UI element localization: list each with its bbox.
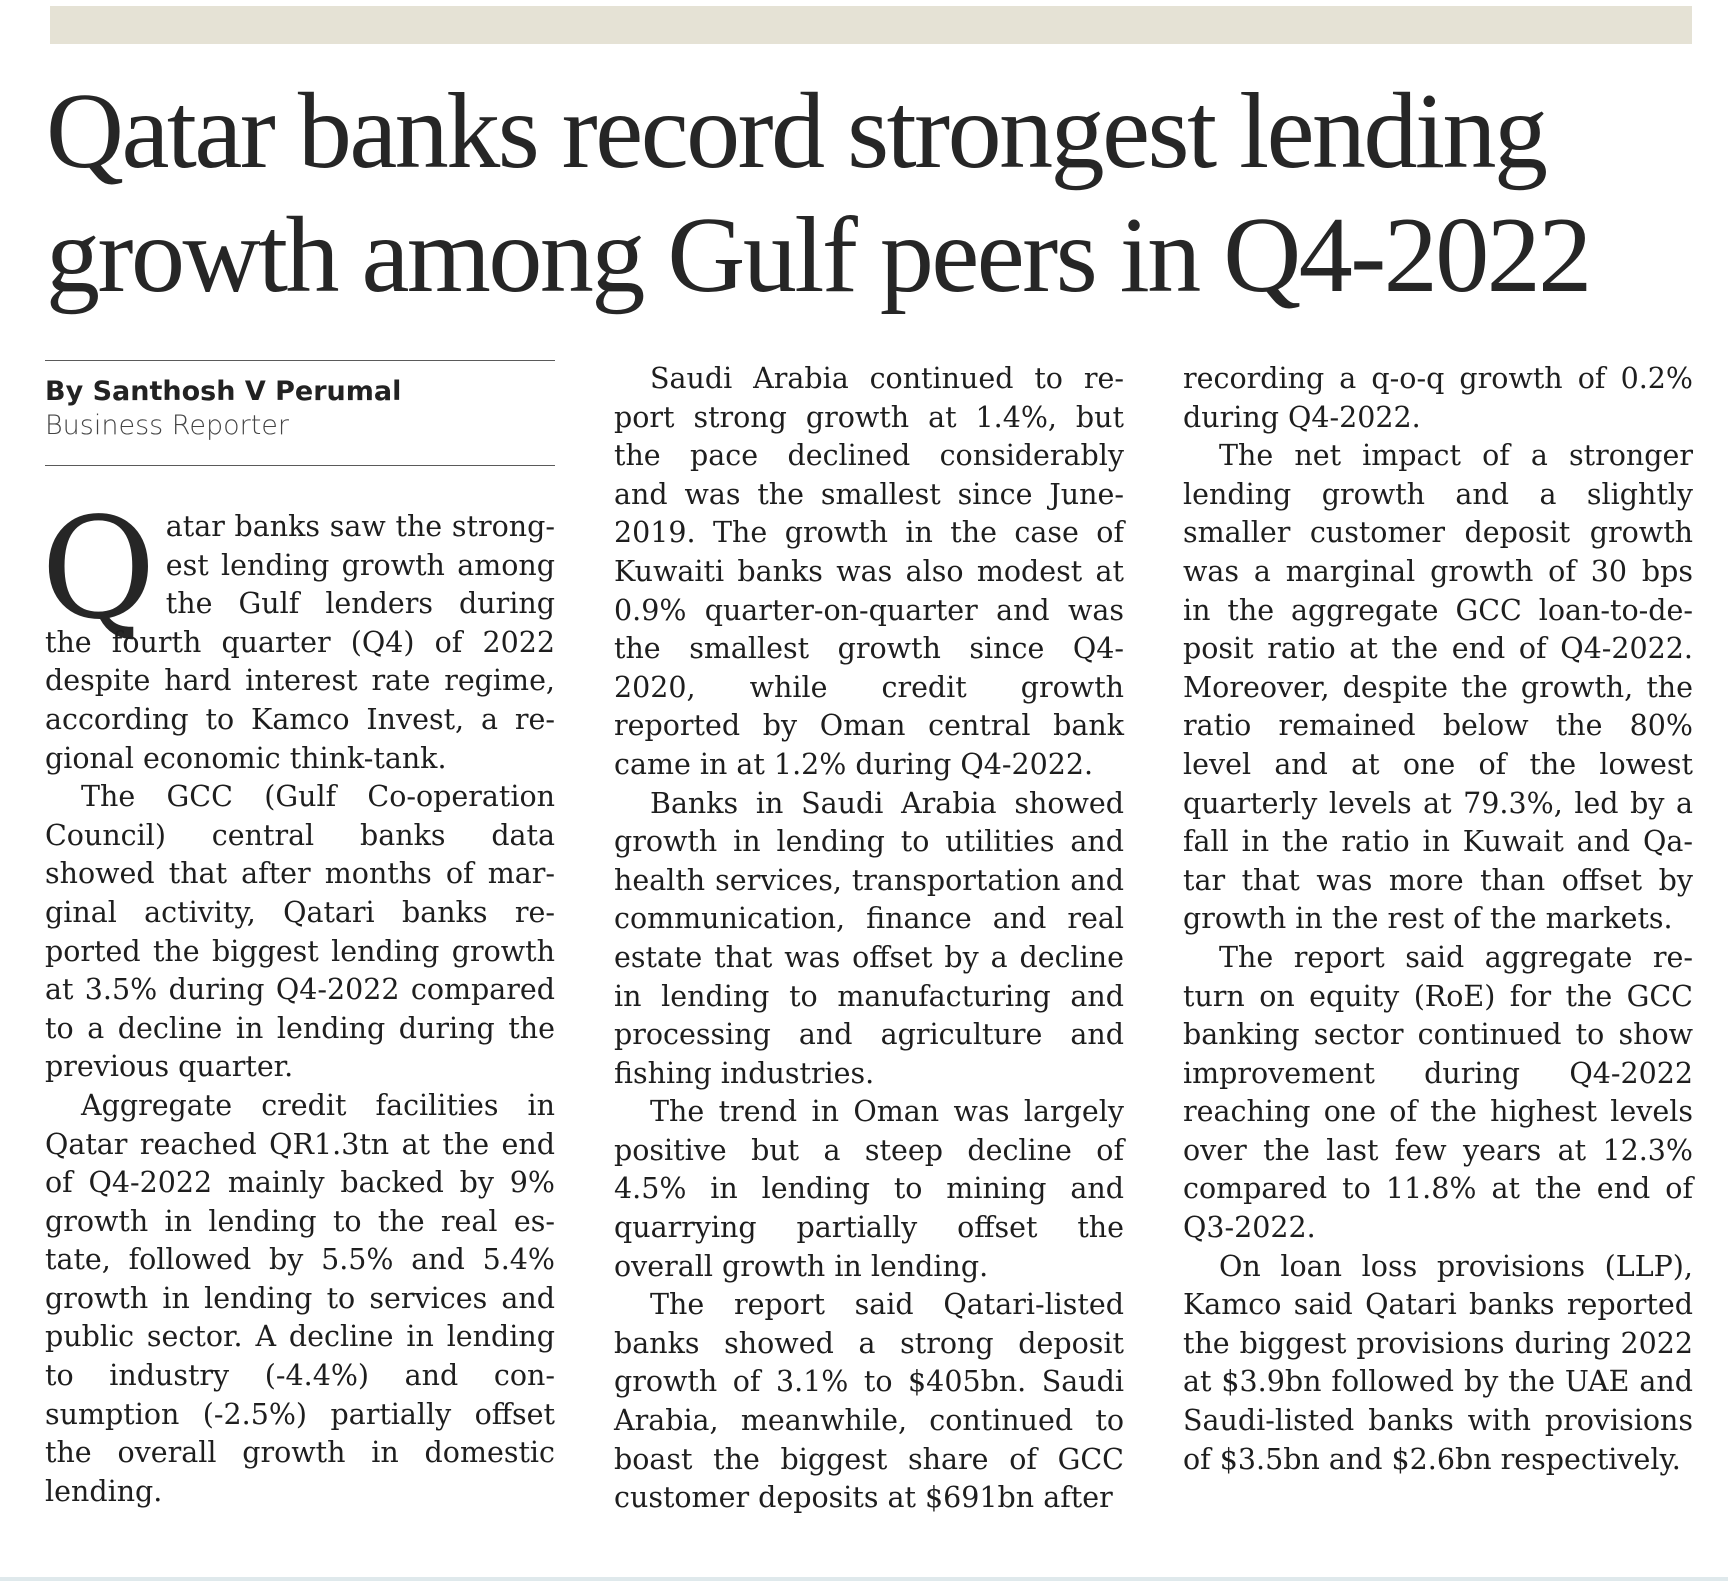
article-paragraph: The GCC (Gulf Co-operation Council) central banks data showed that after months of marginal activity, Qatari banks reported the biggest lending growth at 3.5% during Q4-2022 compared to a decline in lending during the previous quarter. <box>45 780 555 1084</box>
headline-line-2: growth among Gulf peers in Q4-2022 <box>46 196 1590 315</box>
headline-line-1: Qatar banks record strongest lending <box>46 72 1546 191</box>
page-header-band <box>50 6 1692 44</box>
paragraph-text: atar banks saw the strongest lending growth among the Gulf lenders during the fourth quarter (Q4) of 2022 despite hard interest rate regime, according to Kamco Invest, a regional economic think-tank. <box>45 510 555 775</box>
article-column-2 <box>614 360 1124 1518</box>
article-column-1 <box>41 360 555 1511</box>
byline <box>45 360 555 466</box>
article-paragraph: The report said aggregate return on equity (RoE) for the GCC banking sector continued to show improvement during Q4-2022 reaching one of the highest levels over the last few years at 12.3% compared to 11.8% at the end of Q3-2022. <box>1183 940 1693 1245</box>
page-bottom-rule <box>0 1577 1728 1581</box>
article-column-3 <box>1183 360 1693 1479</box>
byline-name: By Santhosh V Perumal <box>45 376 402 407</box>
headline <box>46 70 1706 318</box>
drop-cap: Q <box>41 488 156 651</box>
article-paragraph: Banks in Saudi Arabia showed growth in lending to utilities and health services, transportation and communication, finance and real estate that was offset by a decline in lending to manufacturing and processing and agriculture and fishing industries. <box>614 786 1124 1090</box>
article-paragraph: Aggregate credit facilities in Qatar reached QR1.3tn at the end of Q4-2022 mainly backed by 9% growth in lending to the real estate, followed by 5.5% and 5.4% growth in lending to services and public sector. A decline in lending to industry (-4.4%) and consumption (-2.5%) partially offset the overall growth in domestic lending. <box>45 1088 555 1508</box>
article-paragraph: The net impact of a stronger lending growth and a slightly smaller customer deposit growth was a marginal growth of 30 bps in the aggregate GCC loan-to-deposit ratio at the end of Q4-2022. Moreover, despite the growth, the ratio remained below the 80% level and at one of the lowest quarterly levels at 79.3%, led by a fall in the ratio in Kuwait and Qatar that was more than offset by growth in the rest of the markets. <box>1183 439 1693 936</box>
article-paragraph: On loan loss provisions (LLP), Kamco said Qatari banks reported the biggest provisions during 2022 at $3.9bn followed by the UAE and Saudi-listed banks with provisions of $3.5bn and $2.6bn respectively. <box>1183 1249 1693 1476</box>
article-paragraph <box>41 488 555 778</box>
byline-role: Business Reporter <box>45 410 290 441</box>
article-paragraph: The trend in Oman was largely positive but a steep decline of 4.5% in lending to mining and quarrying partially offset the overall growth in lending. <box>614 1095 1124 1283</box>
article-paragraph: The report said Qatari-listed banks showed a strong deposit growth of 3.1% to $405bn. Saudi Arabia, meanwhile, continued to boast the biggest share of GCC customer deposits at $691bn after <box>614 1288 1124 1515</box>
article-paragraph: recording a q-o-q growth of 0.2% during Q4-2022. <box>1183 362 1693 434</box>
article-paragraph: Saudi Arabia continued to report strong growth at 1.4%, but the pace declined considerably and was the smallest since June-2019. The growth in the case of Kuwaiti banks was also modest at 0.9% quarter-on-quarter and was the smallest growth since Q4-2020, while credit growth reported by Oman central bank came in at 1.2% during Q4-2022. <box>614 362 1124 781</box>
